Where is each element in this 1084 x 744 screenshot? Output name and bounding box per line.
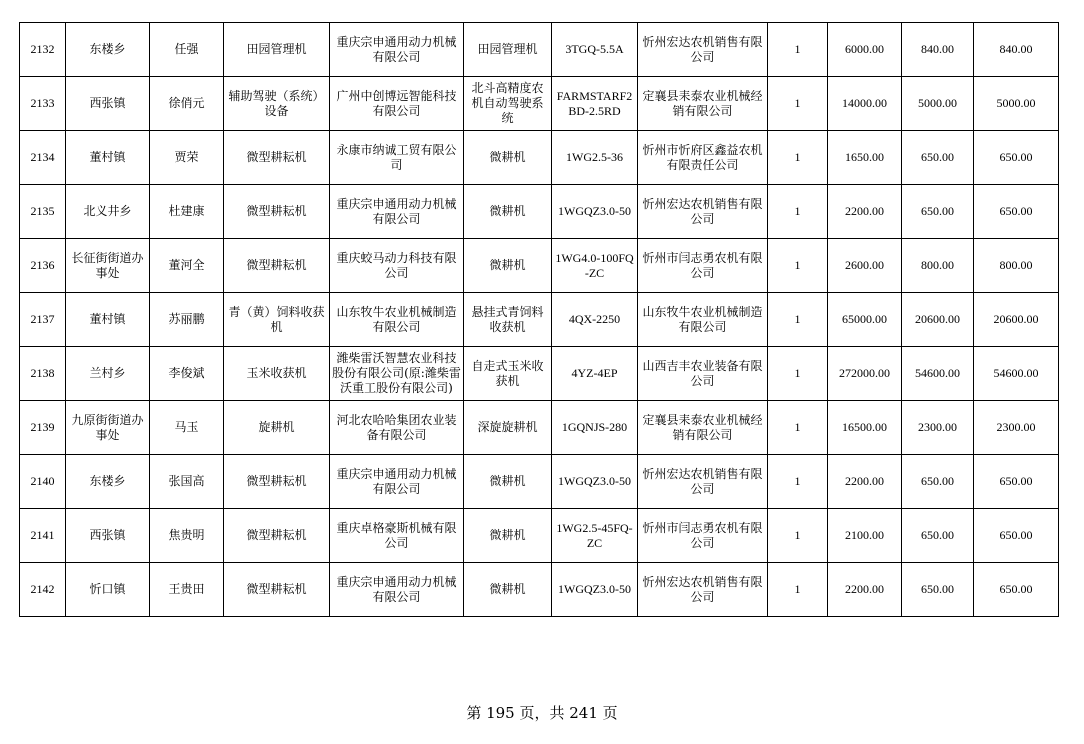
total-subsidy-cell-text: 650.00 [999, 204, 1033, 218]
row-number-cell-text: 2139 [30, 420, 55, 434]
machine-item-cell [224, 563, 330, 617]
total-subsidy-cell-text: 840.00 [999, 42, 1033, 56]
subsidy-cell-text: 54600.00 [915, 366, 960, 380]
machine-item-cell [224, 401, 330, 455]
row-number-cell-text: 2138 [30, 366, 55, 380]
price-cell-text: 14000.00 [842, 96, 887, 110]
model-number-cell [552, 131, 638, 185]
applicant-name-cell-text: 马玉 [174, 420, 199, 434]
machine-category-cell [464, 131, 552, 185]
machine-category-cell-text: 微耕机 [489, 474, 526, 488]
quantity-cell-text: 1 [794, 204, 801, 218]
town-cell [66, 293, 150, 347]
machine-category-cell [464, 347, 552, 401]
applicant-name-cell [150, 239, 224, 293]
town-cell [66, 131, 150, 185]
machine-item-cell [224, 185, 330, 239]
price-cell [828, 401, 902, 455]
subsidy-cell-text: 650.00 [921, 150, 954, 164]
subsidy-cell-text: 650.00 [921, 204, 954, 218]
town-cell-text: 忻口镇 [89, 582, 126, 596]
town-cell-text: 西张镇 [89, 528, 126, 542]
subsidy-cell [902, 509, 974, 563]
machine-category-cell-text: 微耕机 [489, 258, 526, 272]
row-number-cell-text: 2132 [30, 42, 55, 56]
price-cell [828, 185, 902, 239]
quantity-cell-text: 1 [794, 528, 801, 542]
quantity-cell [768, 401, 828, 455]
machine-category-cell [464, 239, 552, 293]
manufacturer-cell-text: 广州中创博远智能科技有限公司 [336, 88, 457, 118]
row-number-cell [20, 455, 66, 509]
price-cell-text: 65000.00 [842, 312, 887, 326]
town-cell-text: 东楼乡 [89, 42, 126, 56]
machine-category-cell [464, 293, 552, 347]
subsidy-cell-text: 20600.00 [915, 312, 960, 326]
machine-item-cell [224, 77, 330, 131]
model-number-cell [552, 77, 638, 131]
quantity-cell [768, 131, 828, 185]
machine-category-cell-text: 自走式玉米收获机 [471, 358, 544, 388]
manufacturer-cell [330, 509, 464, 563]
row-number-cell-text: 2141 [30, 528, 55, 542]
model-number-cell-text: 1WGQZ3.0-50 [558, 582, 631, 596]
machine-item-cell [224, 509, 330, 563]
total-subsidy-cell-text: 650.00 [999, 474, 1033, 488]
dealer-cell [638, 77, 768, 131]
model-number-cell-text: 4YZ-4EP [571, 366, 618, 380]
town-cell [66, 77, 150, 131]
quantity-cell-text: 1 [794, 258, 801, 272]
row-number-cell-text: 2140 [30, 474, 55, 488]
applicant-name-cell [150, 131, 224, 185]
subsidy-cell [902, 23, 974, 77]
quantity-cell [768, 509, 828, 563]
dealer-cell-text: 定襄县耒泰农业机械经销有限公司 [642, 88, 763, 118]
dealer-cell [638, 131, 768, 185]
row-number-cell [20, 23, 66, 77]
machine-item-cell-text: 微型耕耘机 [246, 582, 307, 596]
subsidy-cell [902, 77, 974, 131]
quantity-cell-text: 1 [794, 582, 801, 596]
machine-item-cell [224, 347, 330, 401]
manufacturer-cell [330, 185, 464, 239]
dealer-cell [638, 239, 768, 293]
machine-category-cell-text: 深旋旋耕机 [477, 420, 538, 434]
model-number-cell-text: 1WGQZ3.0-50 [558, 204, 631, 218]
dealer-cell [638, 401, 768, 455]
dealer-cell [638, 563, 768, 617]
table-row [20, 401, 1059, 455]
table-row [20, 563, 1059, 617]
machine-category-cell-text: 悬挂式青饲料收获机 [471, 304, 544, 334]
machine-item-cell-text: 微型耕耘机 [246, 528, 307, 542]
total-subsidy-cell-text: 5000.00 [996, 96, 1036, 110]
manufacturer-cell-text: 重庆卓格豪斯机械有限公司 [336, 520, 457, 550]
town-cell-text: 北义井乡 [83, 204, 132, 218]
price-cell [828, 23, 902, 77]
machine-item-cell-text: 玉米收获机 [246, 366, 307, 380]
model-number-cell [552, 563, 638, 617]
price-cell-text: 6000.00 [845, 42, 884, 56]
model-number-cell-text: 1GQNJS-280 [561, 420, 628, 434]
machine-category-cell-text: 微耕机 [489, 204, 526, 218]
machine-category-cell-text: 田园管理机 [477, 42, 538, 56]
model-number-cell [552, 509, 638, 563]
page-number: 第 195 页，共 241 页 [466, 704, 618, 722]
town-cell [66, 23, 150, 77]
dealer-cell-text: 山东牧牛农业机械制造有限公司 [642, 304, 763, 334]
model-number-cell-text: 4QX-2250 [568, 312, 621, 326]
subsidy-cell-text: 840.00 [921, 42, 954, 56]
dealer-cell [638, 509, 768, 563]
total-subsidy-cell-text: 650.00 [999, 582, 1033, 596]
applicant-name-cell-text: 王贵田 [168, 582, 205, 596]
dealer-cell-text: 忻州市闫志勇农机有限公司 [642, 250, 763, 280]
quantity-cell [768, 563, 828, 617]
manufacturer-cell-text: 重庆宗申通用动力机械有限公司 [336, 34, 457, 64]
row-number-cell-text: 2135 [30, 204, 55, 218]
applicant-name-cell [150, 77, 224, 131]
manufacturer-cell-text: 河北农哈哈集团农业装备有限公司 [336, 412, 457, 442]
quantity-cell-text: 1 [794, 474, 801, 488]
model-number-cell [552, 293, 638, 347]
row-number-cell-text: 2133 [30, 96, 55, 110]
machine-item-cell-text: 田园管理机 [246, 42, 307, 56]
manufacturer-cell [330, 347, 464, 401]
price-cell [828, 131, 902, 185]
manufacturer-cell [330, 77, 464, 131]
table-row [20, 77, 1059, 131]
total-subsidy-cell [974, 347, 1059, 401]
machine-category-cell-text: 微耕机 [489, 528, 526, 542]
applicant-name-cell [150, 455, 224, 509]
quantity-cell-text: 1 [794, 42, 801, 56]
quantity-cell-text: 1 [794, 96, 801, 110]
dealer-cell-text: 忻州市忻府区鑫益农机有限责任公司 [642, 142, 763, 172]
model-number-cell [552, 455, 638, 509]
applicant-name-cell-text: 张国高 [168, 474, 205, 488]
dealer-cell-text: 忻州宏达农机销售有限公司 [642, 574, 763, 604]
dealer-cell-text: 定襄县耒泰农业机械经销有限公司 [642, 412, 763, 442]
subsidy-cell [902, 347, 974, 401]
model-number-cell-text: 3TGQ-5.5A [565, 42, 624, 56]
row-number-cell-text: 2142 [30, 582, 55, 596]
applicant-name-cell [150, 347, 224, 401]
price-cell [828, 347, 902, 401]
model-number-cell [552, 185, 638, 239]
row-number-cell [20, 347, 66, 401]
manufacturer-cell [330, 563, 464, 617]
machine-category-cell-text: 北斗高精度农机自动驾驶系统 [471, 81, 544, 125]
subsidy-cell-text: 5000.00 [918, 96, 957, 110]
row-number-cell [20, 185, 66, 239]
subsidy-cell-text: 650.00 [921, 474, 954, 488]
quantity-cell [768, 347, 828, 401]
row-number-cell [20, 293, 66, 347]
manufacturer-cell-text: 重庆宗申通用动力机械有限公司 [336, 574, 457, 604]
manufacturer-cell [330, 239, 464, 293]
record-sheet [19, 22, 1058, 617]
table-row [20, 23, 1059, 77]
machine-item-cell [224, 455, 330, 509]
price-cell [828, 455, 902, 509]
town-cell-text: 东楼乡 [89, 474, 126, 488]
model-number-cell-text: 1WG4.0-100FQ-ZC [555, 250, 634, 280]
total-subsidy-cell [974, 293, 1059, 347]
total-subsidy-cell [974, 185, 1059, 239]
quantity-cell-text: 1 [794, 312, 801, 326]
dealer-cell [638, 185, 768, 239]
price-cell-text: 2200.00 [845, 204, 884, 218]
machine-category-cell-text: 微耕机 [489, 150, 526, 164]
price-cell-text: 2100.00 [845, 528, 884, 542]
machine-item-cell-text: 青（黄）饲料收获机 [228, 304, 325, 334]
dealer-cell-text: 忻州市闫志勇农机有限公司 [642, 520, 763, 550]
quantity-cell-text: 1 [794, 420, 801, 434]
subsidy-cell-text: 650.00 [921, 528, 954, 542]
machine-item-cell [224, 293, 330, 347]
machine-category-cell [464, 23, 552, 77]
model-number-cell [552, 347, 638, 401]
model-number-cell-text: 1WG2.5-45FQ-ZC [556, 520, 633, 550]
row-number-cell [20, 239, 66, 293]
quantity-cell [768, 77, 828, 131]
model-number-cell [552, 401, 638, 455]
table-row [20, 185, 1059, 239]
subsidy-cell [902, 293, 974, 347]
town-cell-text: 董村镇 [89, 312, 126, 326]
price-cell-text: 2200.00 [845, 582, 884, 596]
dealer-cell-text: 忻州宏达农机销售有限公司 [642, 466, 763, 496]
town-cell-text: 董村镇 [89, 150, 126, 164]
manufacturer-cell-text: 重庆宗申通用动力机械有限公司 [336, 466, 457, 496]
town-cell [66, 455, 150, 509]
machine-item-cell-text: 微型耕耘机 [246, 258, 307, 272]
quantity-cell-text: 1 [794, 366, 801, 380]
machine-category-cell-text: 微耕机 [489, 582, 526, 596]
total-subsidy-cell-text: 2300.00 [996, 420, 1036, 434]
manufacturer-cell-text: 永康市纳诚工贸有限公司 [336, 142, 457, 172]
machine-category-cell [464, 77, 552, 131]
manufacturer-cell-text: 潍柴雷沃智慧农业科技股份有限公司(原:潍柴雷沃重工股份有限公司) [332, 351, 461, 395]
quantity-cell-text: 1 [794, 150, 801, 164]
town-cell [66, 401, 150, 455]
table-row [20, 509, 1059, 563]
applicant-name-cell-text: 徐俏元 [168, 96, 205, 110]
quantity-cell [768, 23, 828, 77]
dealer-cell [638, 293, 768, 347]
applicant-name-cell [150, 185, 224, 239]
town-cell [66, 509, 150, 563]
applicant-name-cell-text: 贾荣 [174, 150, 199, 164]
subsidy-cell-text: 800.00 [921, 258, 954, 272]
quantity-cell [768, 455, 828, 509]
model-number-cell [552, 23, 638, 77]
town-cell-text: 兰村乡 [89, 366, 126, 380]
dealer-cell-text: 山西吉丰农业装备有限公司 [642, 358, 763, 388]
applicant-name-cell [150, 293, 224, 347]
dealer-cell-text: 忻州宏达农机销售有限公司 [642, 196, 763, 226]
total-subsidy-cell-text: 650.00 [999, 528, 1033, 542]
table-row [20, 455, 1059, 509]
row-number-cell [20, 563, 66, 617]
applicant-name-cell-text: 苏丽鹏 [168, 312, 205, 326]
applicant-name-cell-text: 杜建康 [168, 204, 205, 218]
row-number-cell [20, 131, 66, 185]
row-number-cell [20, 509, 66, 563]
subsidy-cell [902, 455, 974, 509]
subsidy-cell [902, 185, 974, 239]
machine-item-cell-text: 辅助驾驶（系统）设备 [228, 88, 325, 118]
total-subsidy-cell [974, 77, 1059, 131]
machine-item-cell [224, 239, 330, 293]
table-body [20, 23, 1059, 617]
price-cell-text: 272000.00 [839, 366, 890, 380]
town-cell [66, 347, 150, 401]
applicant-name-cell-text: 董河全 [168, 258, 205, 272]
machine-item-cell-text: 微型耕耘机 [246, 474, 307, 488]
machine-category-cell [464, 509, 552, 563]
machine-item-cell [224, 23, 330, 77]
table-row [20, 347, 1059, 401]
town-cell-text: 九原街街道办事处 [71, 412, 144, 442]
price-cell-text: 2200.00 [845, 474, 884, 488]
total-subsidy-cell [974, 401, 1059, 455]
manufacturer-cell [330, 401, 464, 455]
subsidy-cell-text: 2300.00 [918, 420, 957, 434]
price-cell [828, 509, 902, 563]
price-cell [828, 239, 902, 293]
manufacturer-cell [330, 293, 464, 347]
total-subsidy-cell [974, 563, 1059, 617]
dealer-cell [638, 347, 768, 401]
machine-category-cell [464, 185, 552, 239]
model-number-cell-text: 1WGQZ3.0-50 [558, 474, 631, 488]
total-subsidy-cell-text: 54600.00 [993, 366, 1039, 380]
price-cell [828, 77, 902, 131]
applicant-name-cell [150, 23, 224, 77]
row-number-cell-text: 2136 [30, 258, 55, 272]
price-cell [828, 563, 902, 617]
town-cell [66, 185, 150, 239]
applicant-name-cell-text: 李俊斌 [168, 366, 205, 380]
applicant-name-cell-text: 任强 [174, 42, 199, 56]
total-subsidy-cell [974, 455, 1059, 509]
applicant-name-cell [150, 401, 224, 455]
machine-item-cell-text: 微型耕耘机 [246, 204, 307, 218]
manufacturer-cell-text: 重庆宗申通用动力机械有限公司 [336, 196, 457, 226]
machine-item-cell [224, 131, 330, 185]
total-subsidy-cell [974, 239, 1059, 293]
subsidy-cell-text: 650.00 [921, 582, 954, 596]
dealer-cell [638, 455, 768, 509]
manufacturer-cell [330, 23, 464, 77]
town-cell-text: 西张镇 [89, 96, 126, 110]
total-subsidy-cell [974, 131, 1059, 185]
subsidy-cell [902, 239, 974, 293]
total-subsidy-cell-text: 650.00 [999, 150, 1033, 164]
machine-category-cell [464, 455, 552, 509]
total-subsidy-cell-text: 20600.00 [993, 312, 1039, 326]
row-number-cell [20, 77, 66, 131]
table-row [20, 293, 1059, 347]
total-subsidy-cell-text: 800.00 [999, 258, 1033, 272]
model-number-cell [552, 239, 638, 293]
row-number-cell-text: 2137 [30, 312, 55, 326]
total-subsidy-cell [974, 23, 1059, 77]
model-number-cell-text: FARMSTARF2BD-2.5RD [556, 88, 633, 118]
manufacturer-cell-text: 山东牧牛农业机械制造有限公司 [336, 304, 457, 334]
manufacturer-cell [330, 455, 464, 509]
price-cell-text: 2600.00 [845, 258, 884, 272]
row-number-cell-text: 2134 [30, 150, 55, 164]
town-cell-text: 长征街街道办事处 [71, 250, 144, 280]
town-cell [66, 239, 150, 293]
quantity-cell [768, 239, 828, 293]
subsidy-cell [902, 131, 974, 185]
town-cell [66, 563, 150, 617]
model-number-cell-text: 1WG2.5-36 [566, 150, 623, 164]
manufacturer-cell-text: 重庆蛟马动力科技有限公司 [336, 250, 457, 280]
table-row [20, 239, 1059, 293]
quantity-cell [768, 293, 828, 347]
machine-item-cell-text: 旋耕机 [258, 420, 295, 434]
applicant-name-cell [150, 563, 224, 617]
table-row [20, 131, 1059, 185]
price-cell-text: 1650.00 [845, 150, 884, 164]
subsidy-cell [902, 563, 974, 617]
quantity-cell [768, 185, 828, 239]
manufacturer-cell [330, 131, 464, 185]
dealer-cell [638, 23, 768, 77]
applicant-name-cell [150, 509, 224, 563]
total-subsidy-cell [974, 509, 1059, 563]
price-cell [828, 293, 902, 347]
row-number-cell [20, 401, 66, 455]
applicant-name-cell-text: 焦贵明 [168, 528, 205, 542]
dealer-cell-text: 忻州宏达农机销售有限公司 [642, 34, 763, 64]
subsidy-cell [902, 401, 974, 455]
machine-category-cell [464, 563, 552, 617]
price-cell-text: 16500.00 [842, 420, 887, 434]
machine-item-cell-text: 微型耕耘机 [246, 150, 307, 164]
subsidy-table [19, 22, 1059, 617]
machine-category-cell [464, 401, 552, 455]
